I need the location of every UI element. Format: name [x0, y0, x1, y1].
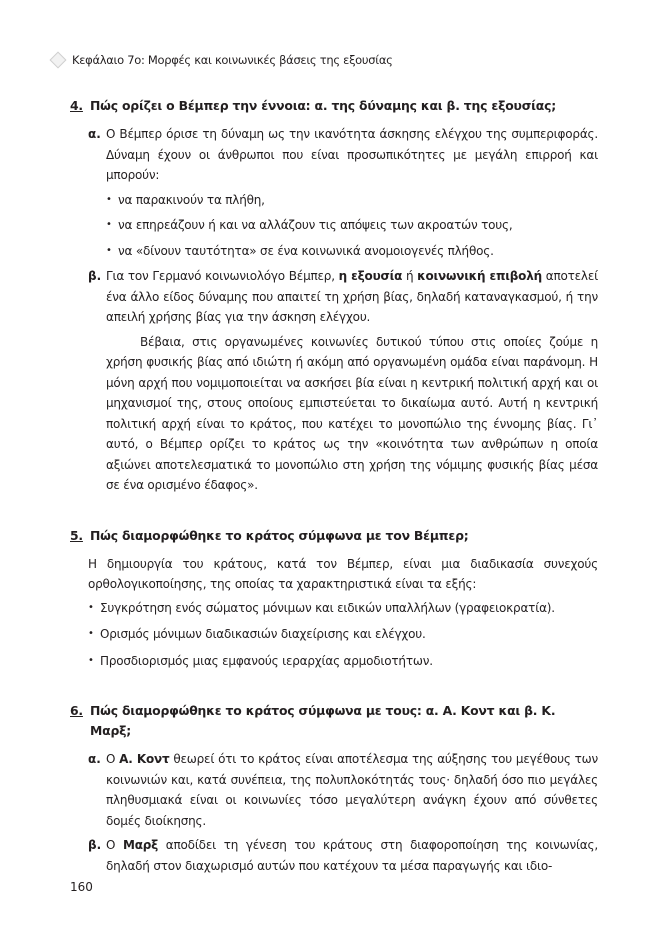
text-run: αποτελεί ένα άλλο είδος δύναμης που απαιτεί τη χρήση βίας, δηλαδή καταναγκασμού, ή την απειλή χρήσης βίας για την άσκηση ελέγχου. [106, 269, 598, 324]
answer-paragraph [106, 266, 598, 328]
bold-term: Α. Κοντ [119, 752, 170, 766]
bullet-list [88, 598, 598, 672]
text-run: ή [402, 269, 418, 283]
text-run: θεωρεί ότι το κράτος είναι αποτέλεσμα της αύξησης του μεγέθους των κοινωνιών και, κατά συνέπεια, της πολυπλοκότητάς τους· δηλαδή όσο πιο μεγάλες πληθυσμιακά είναι οι κοινωνίες τόσο μεγαλύτερη ανάγκη έχουν από σύνθετες δομές διοίκησης. [106, 752, 598, 828]
answer-6b [88, 835, 598, 876]
bold-term: Μαρξ [122, 838, 159, 852]
list-item [88, 651, 598, 672]
list-item-text: Προσδιορισμός μιας εμφανούς ιεραρχίας αρμοδιοτήτων. [100, 653, 433, 668]
answer-letter: α. [88, 752, 101, 766]
answer-paragraph: Βέβαια, στις οργανωμένες κοινωνίες δυτικού τύπου στις οποίες ζούμε η χρήση φυσικής βίας από ιδιώτη ή ακόμη από οργανωμένη ομάδα είναι παράνομη. Η μόνη αρχή που νομιμοποιείται να ασκήσει βία είναι η κεντρική πολιτική αρχή και οι μηχανισμοί της, στους οποίους εμπιστεύεται το δικαίωμα αυτό. Αυτή η κεντρική πολιτική αρχή είναι το κράτος, που κατέχει το μονοπώλιο της έννομης βίας. Γι᾽ αυτό, ο Βέμπερ ορίζει το κράτος ως την «κοινότητα των ανθρώπων η οποία αξιώνει αποτελεσματικά το μονοπώλιο στη χρήση της νόμιμης φυσικής βίας μέσα σε ένα ορισμένο έδαφος». [106, 334, 598, 492]
bullet-list [106, 190, 598, 262]
answer-4b [88, 266, 598, 496]
question-5 [70, 526, 598, 546]
list-item-text: να επηρεάζουν ή και να αλλάζουν τις απόψεις των ακροατών τους, [118, 218, 513, 232]
list-item-text: Ορισμός μόνιμων διαδικασιών διαχείρισης και ελέγχου. [100, 627, 426, 641]
question-number: 6. [70, 703, 83, 718]
question-number: 4. [70, 98, 83, 113]
running-header [48, 49, 393, 71]
list-item [88, 598, 598, 619]
list-item-text: Συγκρότηση ενός σώματος μόνιμων και ειδικών υπαλλήλων (γραφειοκρατία). [100, 600, 555, 615]
page-content [70, 96, 598, 876]
question-text: Πώς διαμορφώθηκε το κράτος σύμφωνα με τους: α. Α. Κοντ και β. Κ. Μαρξ; [90, 703, 556, 738]
text-run: Ο [106, 838, 123, 852]
bullet-icon: • [88, 654, 94, 666]
answer-6a [88, 749, 598, 831]
answer-body [106, 124, 598, 266]
bold-term: η εξουσία [338, 269, 403, 283]
bullet-icon: • [106, 219, 112, 230]
bullet-icon: • [106, 193, 112, 205]
answer-paragraph [106, 749, 598, 831]
answer-paragraph [106, 835, 598, 876]
answer-letter: β. [88, 269, 102, 283]
text-run: αποδίδει τη γένεση του κράτους στη διαφοροποίηση της κοινωνίας, δηλαδή στον διαχωρισμό αυτών που κατέχουν τα μέσα παραγωγής και ιδιο- [106, 838, 598, 873]
question-number: 5. [70, 527, 83, 543]
answer-body [106, 835, 598, 876]
question-text: Πώς ορίζει ο Βέμπερ την έννοια: α. της δύναμης και β. της εξουσίας; [90, 98, 556, 113]
question-4 [70, 96, 598, 116]
answer-paragraph: Η δημιουργία του κράτους, κατά τον Βέμπερ, είναι μια διαδικασία συνεχούς ορθολογικοποίησης, της οποίας τα χαρακτηριστικά είναι τα εξής: [88, 556, 598, 591]
list-item [106, 215, 598, 236]
page-number: 160 [70, 880, 93, 894]
list-item [106, 241, 598, 262]
text-run: Για τον Γερμανό κοινωνιολόγο Βέμπερ, [106, 269, 339, 283]
answer-letter: β. [88, 838, 102, 852]
answer-4a [88, 124, 598, 266]
question-text: Πώς διαμορφώθηκε το κράτος σύμφωνα με τον Βέμπερ; [90, 527, 469, 543]
list-item [106, 190, 598, 211]
bold-term: κοινωνική επιβολή [417, 269, 542, 283]
spacer [70, 677, 598, 701]
list-item [88, 624, 598, 645]
list-item-text: να «δίνουν ταυτότητα» σε ένα κοινωνικά ανομοιογενές πλήθος. [118, 243, 494, 258]
spacer [70, 496, 598, 526]
text-run: Ο [106, 752, 120, 766]
bullet-icon: • [88, 628, 94, 639]
diamond-icon [50, 52, 67, 69]
list-item-text: να παρακινούν τα πλήθη, [118, 192, 265, 207]
question-6 [70, 701, 598, 741]
answer-letter: α. [88, 127, 101, 141]
chapter-title: Κεφάλαιο 7ο: Μορφές και κοινωνικές βάσεις της εξουσίας [72, 53, 393, 67]
answer-body [106, 266, 598, 496]
bullet-icon: • [106, 244, 112, 256]
answer-body [106, 749, 598, 831]
answer-paragraph: Ο Βέμπερ όρισε τη δύναμη ως την ικανότητα άσκησης ελέγχου της συμπεριφοράς. Δύναμη έχουν οι άνθρωποι που είναι προσωπικότητες με μεγάλη επιρροή και μπορούν: [106, 127, 598, 182]
bullet-icon: • [88, 601, 94, 613]
